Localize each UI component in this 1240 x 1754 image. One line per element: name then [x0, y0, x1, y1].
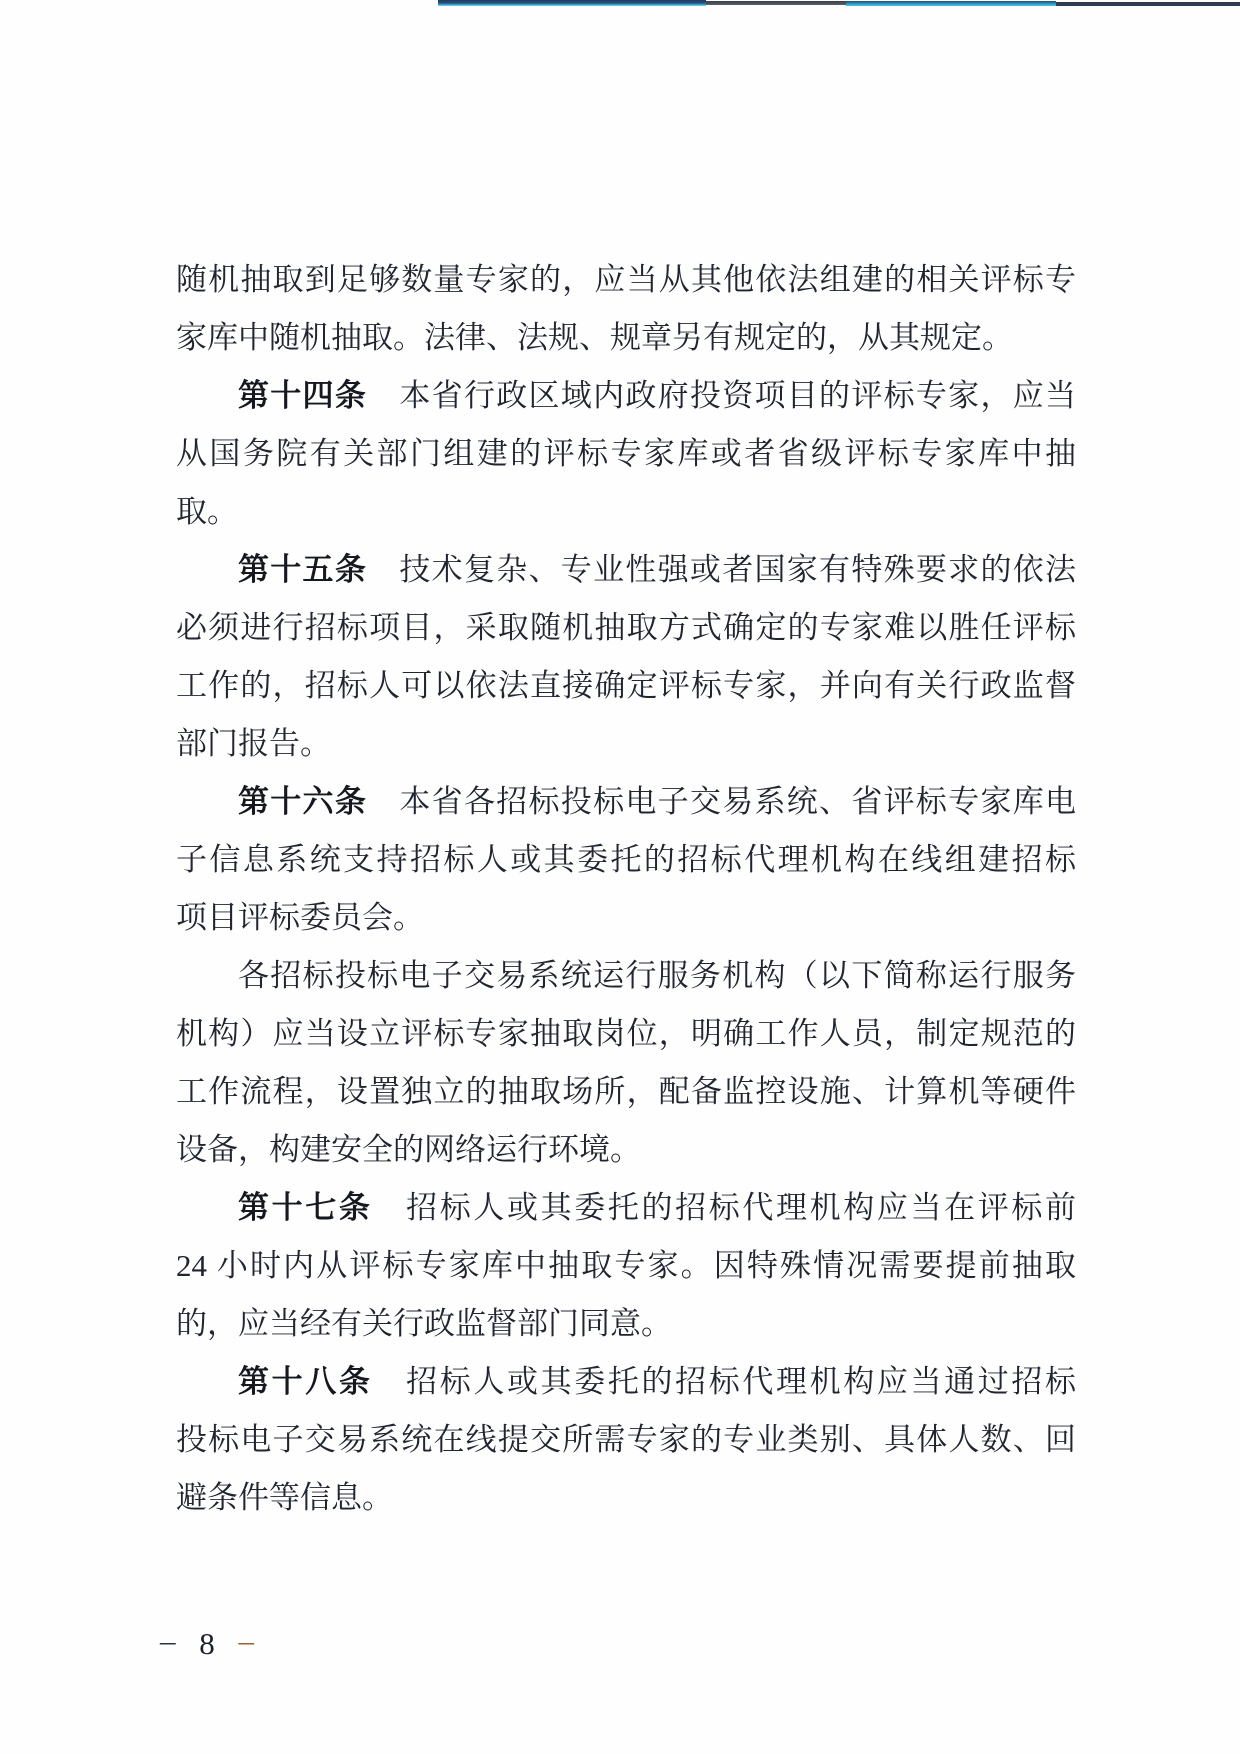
line-text: 本省行政区域内政府投资项目的评标专家，应当 [399, 378, 1076, 413]
line-text: 随机抽取到足够数量专家的，应当从其他依法组建的相关评标专 [176, 262, 1076, 297]
text-line [176, 1295, 1076, 1353]
article-number: 第十八条 [238, 1364, 373, 1399]
line-text: 各招标投标电子交易系统运行服务机构（以下简称运行服务 [238, 958, 1076, 993]
article-heading-line [176, 367, 1076, 425]
line-text: 24 小时内从评标专家库中抽取专家。因特殊情况需要提前抽取 [176, 1248, 1076, 1283]
article-heading-line [176, 1353, 1076, 1411]
text-line [176, 831, 1076, 889]
text-line [176, 1411, 1076, 1469]
article-number: 第十四条 [238, 378, 368, 413]
line-text: 项目评标委员会。 [176, 900, 424, 935]
text-line [176, 599, 1076, 657]
text-line [176, 1237, 1076, 1295]
text-line [176, 657, 1076, 715]
line-text: 避条件等信息。 [176, 1480, 393, 1515]
line-text: 部门报告。 [176, 726, 331, 761]
line-text: 取。 [176, 494, 238, 529]
page-number-digit: 8 [199, 1626, 215, 1661]
page-number-dash-right: – [238, 1623, 254, 1658]
document-body [176, 251, 1076, 1527]
scan-artifact-segment [846, 1, 1056, 6]
article-number: 第十五条 [238, 552, 368, 587]
line-text: 投标电子交易系统在线提交所需专家的专业类别、具体人数、回 [176, 1422, 1076, 1457]
article-heading-line [176, 1179, 1076, 1237]
line-text: 工作的，招标人可以依法直接确定评标专家，并向有关行政监督 [176, 668, 1076, 703]
article-heading-line [176, 773, 1076, 831]
line-text: 机构）应当设立评标专家抽取岗位，明确工作人员，制定规范的 [176, 1016, 1076, 1051]
scan-artifact-segment [706, 1, 846, 5]
text-line [176, 309, 1076, 367]
text-line [176, 251, 1076, 309]
text-line [176, 483, 1076, 541]
text-line [176, 889, 1076, 947]
text-line [176, 425, 1076, 483]
text-line [176, 715, 1076, 773]
line-text: 设备，构建安全的网络运行环境。 [176, 1132, 641, 1167]
line-text: 技术复杂、专业性强或者国家有特殊要求的依法 [399, 552, 1076, 587]
article-heading-line [176, 541, 1076, 599]
line-text: 家库中随机抽取。法律、法规、规章另有规定的，从其规定。 [176, 320, 1013, 355]
line-text: 必须进行招标项目，采取随机抽取方式确定的专家难以胜任评标 [176, 610, 1076, 645]
line-text: 招标人或其委托的招标代理机构应当在评标前 [406, 1190, 1076, 1225]
line-text: 的，应当经有关行政监督部门同意。 [176, 1306, 672, 1341]
scan-artifact-segment [1056, 2, 1240, 6]
text-line [176, 947, 1076, 1005]
page-number-dash-left: – [160, 1623, 176, 1658]
line-text: 本省各招标投标电子交易系统、省评标专家库电 [399, 784, 1076, 819]
line-text: 招标人或其委托的招标代理机构应当通过招标 [406, 1364, 1076, 1399]
line-text: 工作流程，设置独立的抽取场所，配备监控设施、计算机等硬件 [176, 1074, 1076, 1109]
line-text: 子信息系统支持招标人或其委托的招标代理机构在线组建招标 [176, 842, 1076, 877]
text-line [176, 1121, 1076, 1179]
text-line [176, 1063, 1076, 1121]
article-number: 第十六条 [238, 784, 368, 819]
scan-artifact-segment [438, 0, 706, 6]
text-line [176, 1005, 1076, 1063]
page-number [160, 1622, 254, 1666]
line-text: 从国务院有关部门组建的评标专家库或者省级评标专家库中抽 [176, 436, 1076, 471]
text-line [176, 1469, 1076, 1527]
article-number: 第十七条 [238, 1190, 373, 1225]
scan-artifact-top [438, 0, 1240, 8]
